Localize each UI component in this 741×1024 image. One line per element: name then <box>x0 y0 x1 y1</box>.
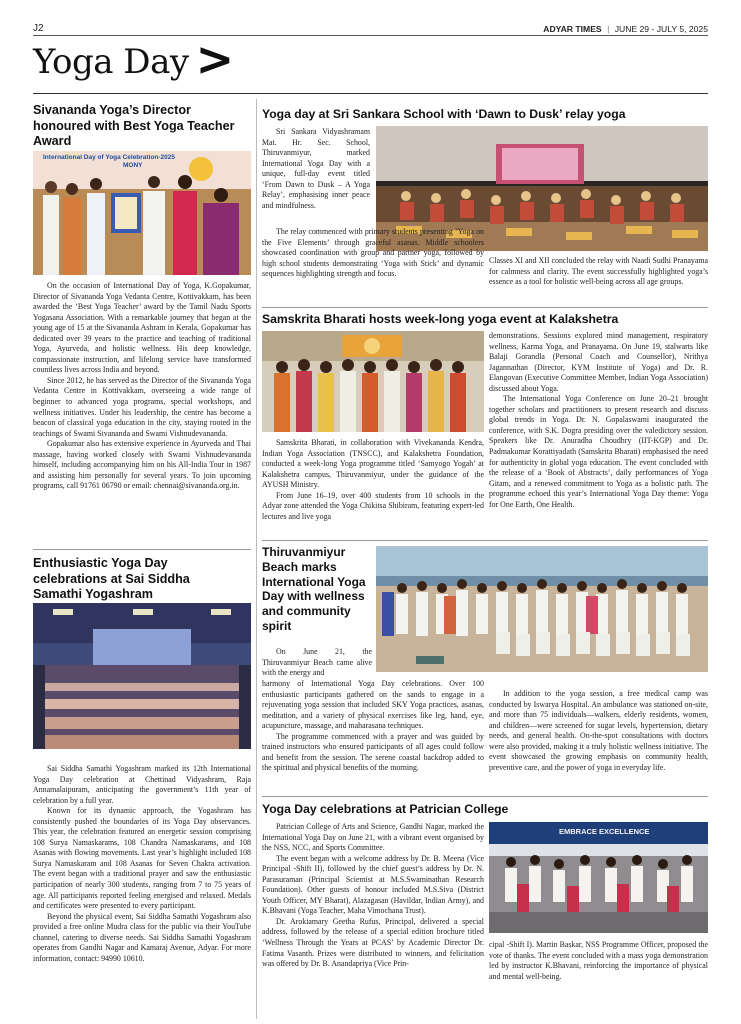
paragraph: Classes XI and XII concluded the relay with Naadi Sudhi Pranayama for calmness and clarity. The event successfully highlighted yoga’s essence as a tool for holistic well-being across all age groups. <box>489 256 708 287</box>
paragraph: harmony of International Yoga Day celebrations. Over 100 enthusiastic participants gathered on the sands to engage in a rejuvenating yoga session that included SKY Yoga practices, asanas, meditation, and a variety of physical exercises like leg, hand, eye, acupuncture, massage, and maharasana techniques. <box>262 679 484 731</box>
siddha-headline: Enthusiastic Yoga Day celebrations at Sai Siddha Samathi Yogashram <box>33 556 190 601</box>
paragraph: The programme commenced with a prayer and was guided by trained instructors who ensured participants of all ages could follow and benefit from the session. The serene coastal backdrop added to the spiritual and physical benefits of the morning. <box>262 731 484 773</box>
paragraph: Samskrita Bharati, in collaboration with Vivekananda Kendra, Indian Yoga Association (TNSCC), and Kalakshetra Foundation, conducted a week-long Yoga programme titled ‘Samyogo Yogah’ at Kalakshetra campus, Thiruvanmiyur, under the guidance of the AYUSH Ministry. <box>262 438 484 490</box>
patrician-banner-text: EMBRACE EXCELLENCE <box>559 827 650 836</box>
paragraph: Dr. Arokiamary Geetha Rufus, Principal, delivered a special address, followed by the release of a special edition brochure titled ‘Wellness Through the Years at PCAS’ by Academic Director Dr. Fatima Vasanth. Prizes were distributed to winners, and felicitation was offered by Dr. B. Anandapriya (Vice Prin- <box>262 916 484 969</box>
column-divider <box>256 99 257 1019</box>
paper-name: ADYAR TIMES <box>543 24 602 34</box>
column-rule <box>262 796 708 797</box>
beach-group-photo <box>376 546 708 672</box>
sankara-col2 <box>489 256 708 288</box>
paragraph: demonstrations. Sessions explored mind management, respiratory wellness, Karma Yoga, and Pranayama. On June 19, stalwarts like Balaji Gorandla (Personal Coach and Counsellor), Nrithya Jagannathan (Director, KYM Institute of Yoga) and Dr. R. Elangovan (Executive Committee Member, Indian Yoga Association) discussed about Yoga. <box>489 331 708 393</box>
samskrita-headline: Samskrita Bharati hosts week-long yoga event at Kalakshetra <box>262 312 619 326</box>
section-arrow-icon: > <box>195 32 235 86</box>
sankara-col1-wrap: Sri Sankara Vidyashramam Mat. Hr. Sec. School, Thiruvanmiyur, marked International Yoga Day with a unique, full-day event titled ‘From Dawn to Dusk – A Yoga Relay’, emphasising inner peace and mindfulness. <box>262 127 370 210</box>
samskrita-col2 <box>489 331 708 510</box>
patrician-yoga-photo <box>489 822 708 933</box>
paragraph: Patrician College of Arts and Science, Gandhi Nagar, marked the International Yoga Day on June 21, with a vibrant event organised by the NSS, NCC, and Sports Committee. <box>262 822 484 853</box>
column-rule <box>33 549 251 550</box>
sivananda-award-photo <box>33 151 251 275</box>
beach-col2 <box>489 689 708 773</box>
section-title <box>33 32 235 86</box>
paragraph: Known for its dynamic approach, the Yogashram has consistently pushed the boundaries of its Yoga Day observances. This year, the celebration featured an energetic session comprising 108 Surya Namaskarams, 108 Chandra Namaskarams, and 108 Asanas with flowing movements. Last year’s highlight included 108 Surya Namaskaram and 108 Asanas for Seven Chakra activation. The event began with a traditional prayer and saw the enthusiastic participation of nearly 300 students, ranging from 7 to 75 years of age. All participants reported feeling energised and relaxed. Medals and certificates were presented to every participant. <box>33 806 251 911</box>
beach-headline: Thiruvanmiyur Beach marks International Yoga Day with wellness and community spirit <box>262 545 366 633</box>
header-rule <box>33 35 708 36</box>
beach-col1 <box>262 679 484 774</box>
paragraph: From June 16–19, over 400 students from 10 schools in the Adyar zone attended the Yoga Chikitsa Shibiram, featuring expert-led lectures and live yoga <box>262 490 484 521</box>
column-rule <box>262 540 708 541</box>
siddha-hall-photo <box>33 603 251 749</box>
award-banner-text: International Day of Yoga Celebration-2025 MONY <box>43 154 175 169</box>
column-rule <box>262 307 708 308</box>
paragraph: In addition to the yoga session, a free medical camp was conducted by Iswarya Hospital. An ambulance was stationed on-site, and more than 75 individuals—walkers, elderly residents, women, and children—were screened for sugar levels, hypertension, dietary needs, and general health. On-the-spot consultations with doctors were also provided, making it a truly holistic wellness initiative. The event showcased the growing emphasis on community health, preventive care, and the power of yoga in everyday life. <box>489 689 708 772</box>
paragraph: The International Yoga Conference on June 20–21 brought together scholars and practitioners to present research and discuss global trends in Yoga. Dr. N. Gopalaswami inaugurated the conference, with S.K. Dogra presiding over the valedictory session. Speakers like Dr. Anuradha Choudhry (IIT-KGP) and Dr. Padmakumar Korattiyadath (Samskrita Bharati) emphasised the need for authenticity in global yoga education. The event concluded with the release of a ‘Book of Abstracts’, daily performances of Yoga Gitam, and a renewed commitment to Yoga as a holistic path. The programme echoed this year’s International Yoga Day theme: Yoga for One Earth, One Health. <box>489 394 708 509</box>
sankara-headline: Yoga day at Sri Sankara School with ‘Dawn to Dusk’ relay yoga <box>262 107 626 121</box>
section-title-text: Yoga Day <box>33 42 189 82</box>
patrician-col1 <box>262 822 484 970</box>
patrician-col2 <box>489 940 708 982</box>
paragraph: On the occasion of International Day of Yoga, K.Gopakumar, Director of Sivananda Yoga Vedanta Centre, Kottivakkam, has been awarded the ‘Best Yoga Teacher’ award by the Tamil Nadu Sports Yogasana Association. With a remarkable journey that began at the young age of 15 at the Sivananda Ashram in Kerala, Gopakumar has dedicated over 39 years to the practice and teaching of traditional Yoga, Ayurveda, and holistic wellness. His deep knowledge, compassionate instruction, and lifelong service have transformed countless lives across India and beyond. <box>33 281 251 375</box>
paragraph: Sai Siddha Samathi Yogashram marked its 12th International Yoga Day celebration at Chettinad Vidyashram, Raja Annamalaipuram, anticipating the government’s 11th year of celebration by a full year. <box>33 764 251 805</box>
paragraph: cipal -Shift I). Martin Baskar, NSS Programme Officer, proposed the vote of thanks. The event concluded with a mass yoga demonstration led by instructor K.Bhavani, reinforcing the importance of physical and mental well-being. <box>489 940 708 981</box>
beach-wrap: On June 21, the Thiruvanmiyur Beach came alive with the energy and <box>262 647 372 678</box>
paragraph: The event began with a welcome address by Dr. B. Meena (Vice Principal -Shift II), followed by the chief guest’s address by Dr. N. Parasuraman (Principal Scientist at M.S.Swaminathan Research Foundation). Other guests of honour included M.S.Siva (District Youth Officer, MY Bharat), Alazagasan (Havildar, Indian Army), and K.Bhavani (Yoga Teacher, Maha Vimochana Trust). <box>262 853 484 916</box>
date-range: JUNE 29 - JULY 5, 2025 <box>614 24 708 34</box>
sankara-col1-p2 <box>262 227 484 280</box>
paragraph: Beyond the physical event, Sai Siddha Samathi Yogashram also provided a free online Mudra class for the public via their YouTube channel, catering to diverse needs. Sai Siddha Samathi Yogashram operates from Gandhi Nagar and Kamaraj Avenue, Adyar. For more information, contact: 94990 10610. <box>33 911 251 963</box>
section-rule <box>33 93 708 94</box>
paper-header <box>543 24 708 34</box>
sivananda-body <box>33 281 251 492</box>
page-number: J2 <box>33 23 44 34</box>
paragraph: Since 2012, he has served as the Director of the Sivananda Yoga Vedanta Centre in Kottivakkam, overseeing a wide range of beginner to advanced yoga programs, special workshops, and wellness initiatives. Under his leadership, the centre has become a beacon of classical yoga education in the city, staying rooted in the teachings of Swami Sivananda and Swami Vishnudevananda. <box>33 375 251 438</box>
samskrita-group-photo <box>262 331 484 432</box>
patrician-headline: Yoga Day celebrations at Patrician College <box>262 802 509 816</box>
separator: | <box>607 24 610 34</box>
siddha-body <box>33 764 251 964</box>
sivananda-headline: Sivananda Yoga’s Director honoured with Best Yoga Teacher Award <box>33 103 235 148</box>
samskrita-col1 <box>262 438 484 522</box>
paragraph: Gopakumar also has extensive experience in Ayurveda and Thai massage, having worked closely with Swami Vishnudevananda himself, including accompanying him on his All-India Tour in 1987 and assisting him personally for several years. To join upcoming programs, call 91761 06790 or email: chennai@sivananda.org.in. <box>33 439 251 491</box>
paragraph: The relay commenced with primary students presenting ‘Yoga on the Five Elements’ through graceful asanas. Middle schoolers showcased coordination with group and partner yoga, followed by high school students demonstrating ‘Yoga with Stick’ and dynamic sequences highlighting strength and focus. <box>262 227 484 279</box>
